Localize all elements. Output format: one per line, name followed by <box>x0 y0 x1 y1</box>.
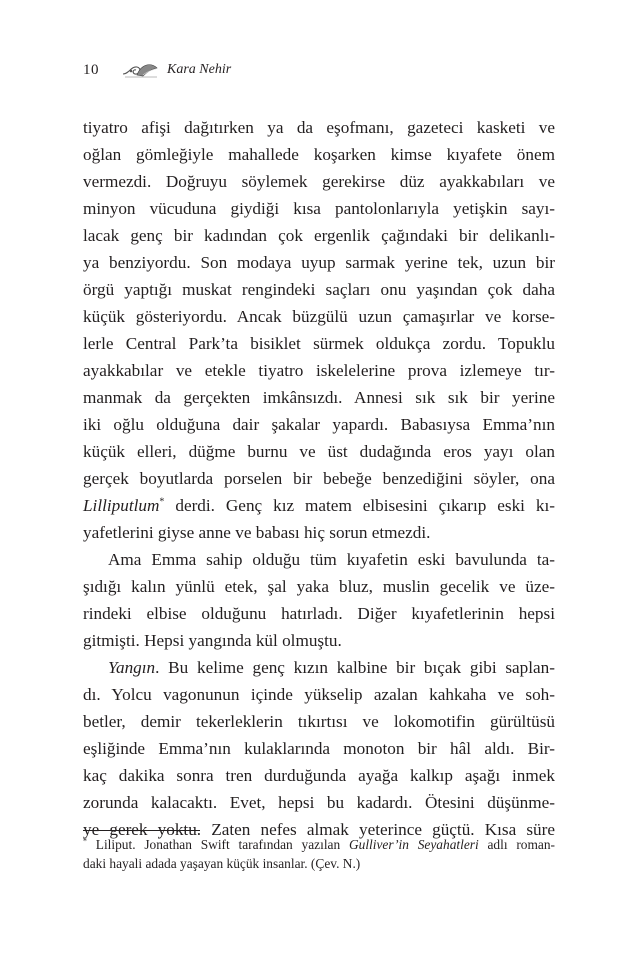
paragraph-first-line: Ama Emma sahip olduğu tüm kıyafetin eski bavulunda ta- <box>108 550 555 569</box>
text-line: vermezdi. Doğruyu söylemek gerekirse düz ayakkabıları ve <box>83 172 555 191</box>
footnote-reference: * <box>159 496 165 508</box>
text-line: şıdığı kalın yünlü etek, şal yaka bluz, muslin gecelik ve üze- <box>83 577 555 596</box>
footnote-line <box>83 835 555 854</box>
text-line: gerçek boyutlarda porselen bir bebeğe benzediğini söyler, ona <box>83 469 555 488</box>
text-line: minyon vücuduna giydiği kısa pantolonlarıyla yetişkin sayı- <box>83 199 555 218</box>
text-line: ya benziyordu. Son modaya uyup sarmak yerine tek, uzun bir <box>83 253 555 272</box>
text-line: rindeki elbise olduğunu hatırladı. Diğer kıyafetlerinin hepsi <box>83 604 555 623</box>
text-line: örgü yaptığı muskat rengindeki saçları onu yaşından çok daha <box>83 280 555 299</box>
text-line: manmak da gerçekten imkânsızdı. Annesi sık sık bir yerine <box>83 388 555 407</box>
page-header <box>83 56 231 84</box>
text-line: kaç dakika sonra tren durduğunda ayağa kalkıp aşağı inmek <box>83 766 555 785</box>
footnote-divider <box>83 830 200 831</box>
italic-word: Yangın <box>108 658 156 677</box>
text-line: gitmişti. Hepsi yangında kül olmuştu. <box>83 631 342 650</box>
text-line: lerle Central Park’ta bisiklet sürmek oldukça zordu. Topuklu <box>83 334 555 353</box>
text-line: ye gerek yoktu. Zaten nefes almak yeterince güçtü. Kısa süre <box>83 820 555 839</box>
italic-word: Lilliputlum <box>83 496 160 515</box>
text-line: zorunda kalacaktı. Evet, hepsi bu kadardı. Ötesini düşünme- <box>83 793 555 812</box>
running-title: Kara Nehir <box>167 62 232 77</box>
italic-title: Gulliver’in Seyahatleri <box>348 837 479 852</box>
text-span: Liliput. Jonathan Swift tarafından yazılan <box>87 837 349 852</box>
text-line: eşliğinde Emma’nın kulaklarında monoton bir hâl aldı. Bir- <box>83 739 555 758</box>
body-text <box>83 114 555 843</box>
text-line: dı. Yolcu vagonunun içinde yükselip azalan kahkaha ve soh- <box>83 685 555 704</box>
page-number: 10 <box>83 61 99 78</box>
text-line: oğlan gömleğiyle mahallede koşarken kimse kıyafete önem <box>83 145 555 164</box>
text-line: küçük elleri, düğme burnu ve üst dudağında eros yayı olan <box>83 442 555 461</box>
text-line: tiyatro afişi dağıtırken ya da eşofmanı, gazeteci kasketi ve <box>83 118 555 137</box>
text-line: iki oğlu olduğuna dair şakalar yapardı. Babasıysa Emma’nın <box>83 415 555 434</box>
footnote-mark: * <box>83 836 87 846</box>
text-line <box>83 492 555 519</box>
text-line: küçük gösteriyordu. Ancak büzgülü uzun çamaşırlar ve korse- <box>83 307 555 326</box>
paragraph-first-line <box>83 654 555 681</box>
text-line: yafetlerini giyse anne ve babası hiç sorun etmezdi. <box>83 523 431 542</box>
footnote <box>83 835 555 873</box>
text-span: adlı roman- <box>478 837 555 852</box>
text-line: lacak genç bir kadından çok ergenlik çağındaki bir delikanlı- <box>83 226 555 245</box>
text-line: ayakkabılar ve etekle tiyatro iskelelerine prova izlemeye tır- <box>83 361 555 380</box>
text-line: betler, demir tekerleklerin tıkırtısı ve lokomotifin gürültüsü <box>83 712 555 731</box>
leaf-flourish-icon <box>121 60 161 80</box>
footnote-line: daki hayali adada yaşayan küçük insanlar. (Çev. N.) <box>83 856 361 871</box>
text-span: derdi. Genç kız matem elbisesini çıkarıp eski kı- <box>164 496 555 515</box>
text-span: . Bu kelime genç kızın kalbine bir bıçak gibi saplan- <box>155 658 555 677</box>
